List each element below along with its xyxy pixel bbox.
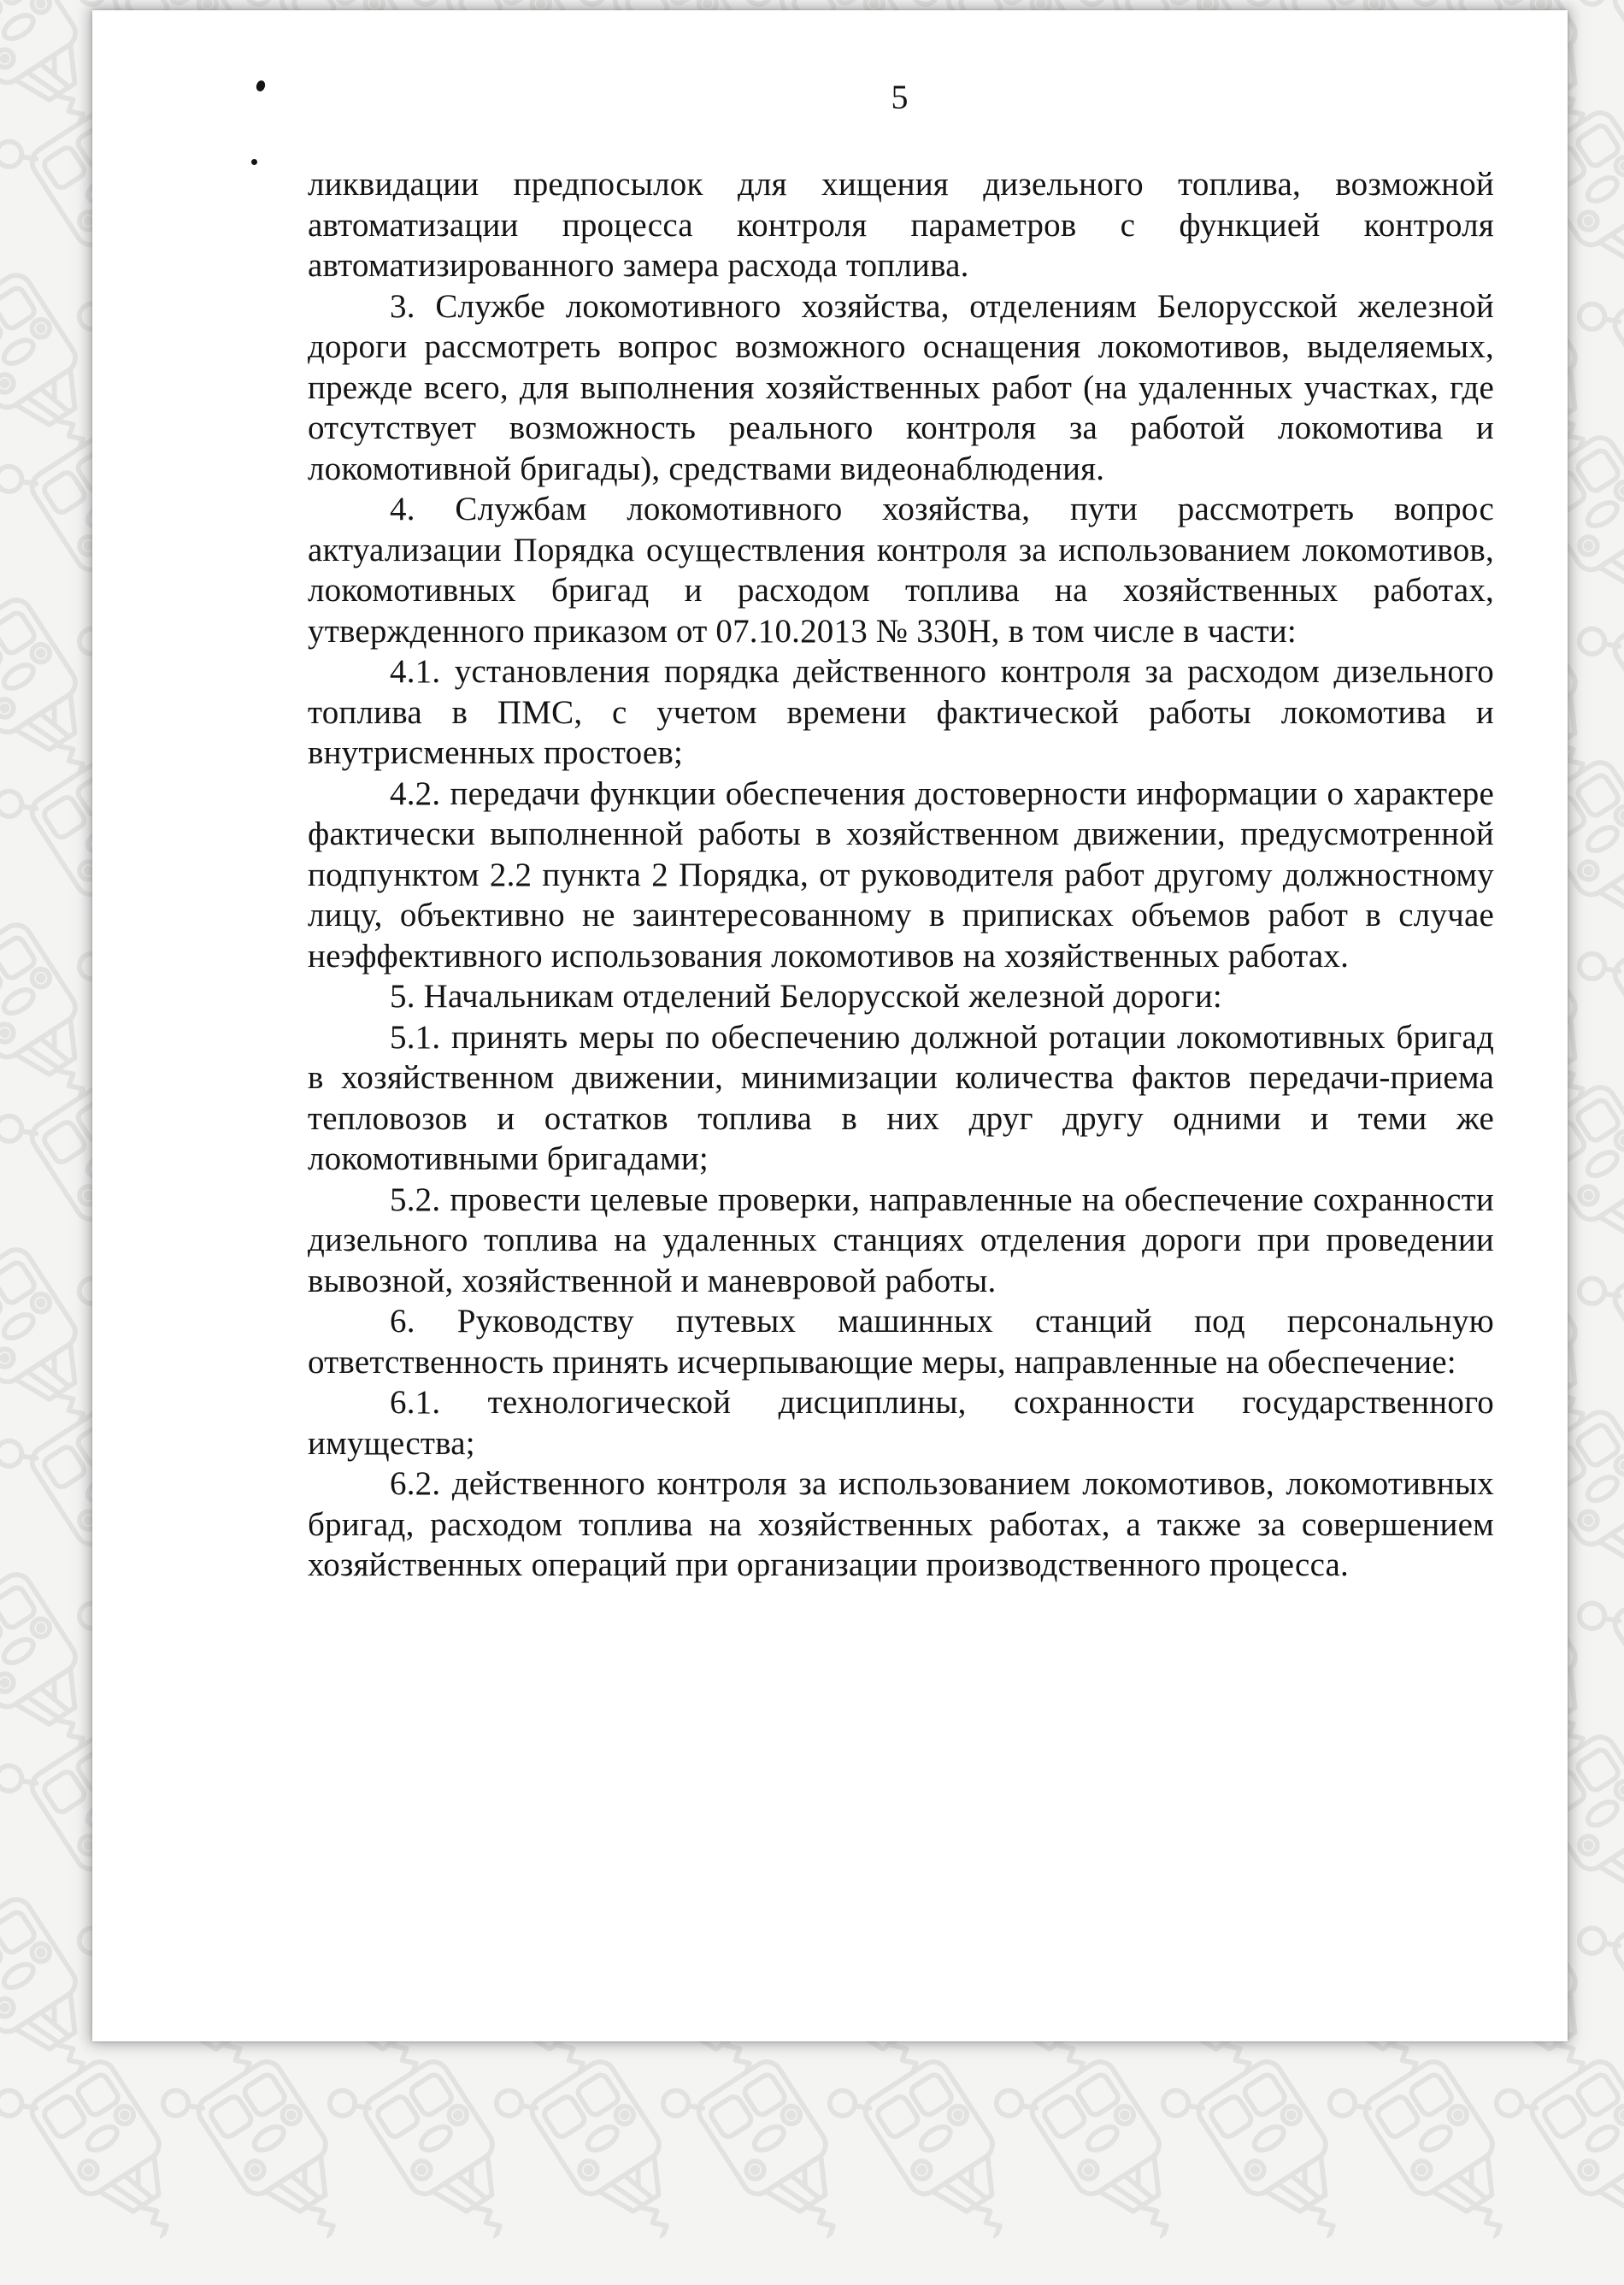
paragraph: 5.2. провести целевые проверки, направленные на обеспечение сохранности дизельного топлива на удаленных станциях отделения дороги при проведении вывозной, хозяйственной и маневровой работы. bbox=[308, 1181, 1494, 1299]
document-body-text bbox=[308, 164, 1494, 1586]
paragraph: 3. Службе локомотивного хозяйства, отделениям Белорусской железной дороги рассмотреть вопрос возможного оснащения локомотивов, выделяемых, прежде всего, для выполнения хозяйственных работ (на удаленных участках, где отсутствует возможность реального контроля за работой локомотива и локомотивной бригады), средствами видеонаблюдения. bbox=[308, 287, 1494, 487]
paragraph: 6.2. действенного контроля за использованием локомотивов, локомотивных бригад, расходом топлива на хозяйственных работах, а также за совершением хозяйственных операций при организации производственного процесса. bbox=[308, 1465, 1494, 1583]
page-number: 5 bbox=[891, 78, 909, 116]
scan-artifact-dot bbox=[251, 159, 257, 165]
paragraph: 6. Руководству путевых машинных станций под персональную ответственность принять исчерпывающие меры, направленные на обеспечение: bbox=[308, 1303, 1494, 1381]
paragraph: 4.1. установления порядка действенного контроля за расходом дизельного топлива в ПМС, с учетом времени фактической работы локомотива и внутрисменных простоев; bbox=[308, 653, 1494, 771]
paragraph: 4. Службам локомотивного хозяйства, пути рассмотреть вопрос актуализации Порядка осуществления контроля за использованием локомотивов, локомотивных бригад и расходом топлива на хозяйственных работах, утвержденного приказом от 07.10.2013 № 330Н, в том числе в части: bbox=[308, 491, 1494, 650]
paragraph: 5. Начальникам отделений Белорусской железной дороги: bbox=[390, 978, 1222, 1015]
document-page bbox=[92, 10, 1568, 2041]
paragraph: 5.1. принять меры по обеспечению должной ротации локомотивных бригад в хозяйственном движении, минимизации количества фактов передачи-приема тепловозов и остатков топлива в них друг другу одними и теми же локомотивными бригадами; bbox=[308, 1018, 1494, 1177]
scan-artifact-dot bbox=[255, 80, 267, 92]
paragraph: 4.2. передачи функции обеспечения достоверности информации о характере фактически выполненной работы в хозяйственном движении, предусмотренной подпунктом 2.2 пункта 2 Порядка, от руководителя работ другому должностному лицу, объективно не заинтересованному в приписках объемов работ в случае неэффективного использования локомотивов на хозяйственных работах. bbox=[308, 774, 1494, 975]
paragraph: ликвидации предпосылок для хищения дизельного топлива, возможной автоматизации процесса контроля параметров с функцией контроля автоматизированного замера расхода топлива. bbox=[308, 166, 1494, 284]
paragraph: 6.1. технологической дисциплины, сохранности государственного имущества; bbox=[308, 1384, 1494, 1462]
